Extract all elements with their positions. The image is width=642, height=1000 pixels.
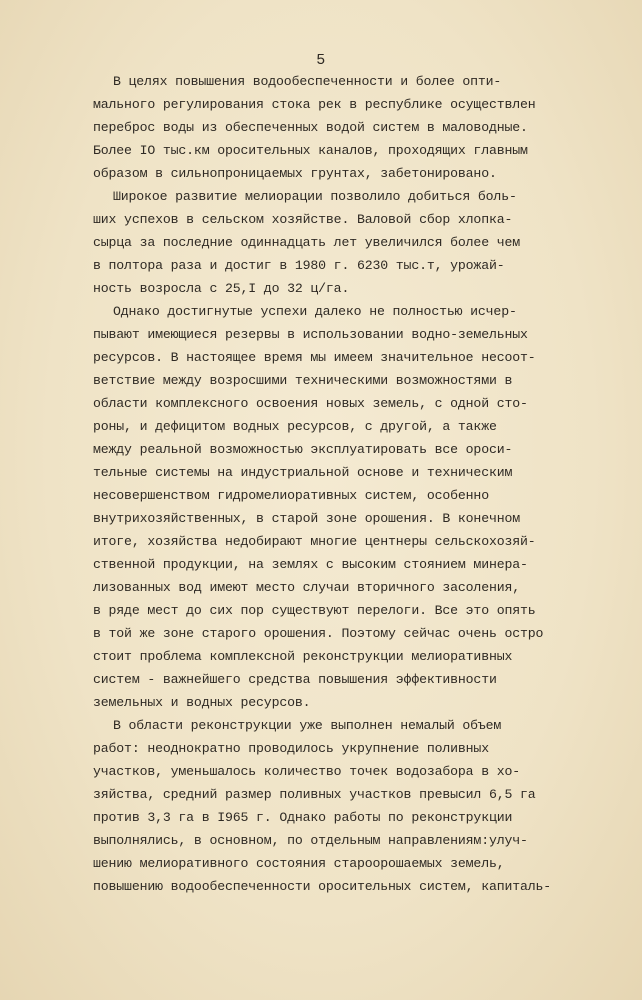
text-line: против 3,3 га в I965 г. Однако работы по реконструкции: [93, 810, 513, 825]
text-line: ственной продукции, на землях с высоким стоянием минера-: [93, 557, 528, 572]
text-line: земельных и водных ресурсов.: [93, 695, 311, 710]
text-line: итоге, хозяйства недобирают многие центнеры сельскохозяй-: [93, 534, 536, 549]
text-line: Широкое развитие мелиорации позволило добиться боль-: [113, 189, 517, 204]
text-line: в ряде мест до сих пор существуют перелоги. Все это опять: [93, 603, 536, 618]
body-text: [93, 70, 563, 898]
text-line: мального регулирования стока рек в республике осуществлен: [93, 97, 536, 112]
text-line: повышению водообеспеченности оросительных систем, капиталь-: [93, 879, 552, 894]
text-line: переброс воды из обеспеченных водой систем в маловодные.: [93, 120, 528, 135]
text-line: Более IO тыс.км оросительных каналов, проходящих главным: [93, 143, 528, 158]
text-line: в полтора раза и достиг в 1980 г. 6230 тыс.т, урожай-: [93, 258, 505, 273]
text-line: роны, и дефицитом водных ресурсов, с другой, а также: [93, 419, 497, 434]
text-line: ресурсов. В настоящее время мы имеем значительное несоот-: [93, 350, 536, 365]
text-line: пывают имеющиеся резервы в использовании водно-земельных: [93, 327, 528, 342]
text-line: шению мелиоративного состояния староорошаемых земель,: [93, 856, 505, 871]
text-line: лизованных вод имеют место случаи вторичного засоления,: [93, 580, 521, 595]
text-line: области комплексного освоения новых земель, с одной сто-: [93, 396, 528, 411]
text-line: между реальной возможностью эксплуатировать все ороси-: [93, 442, 513, 457]
text-line: стоит проблема комплексной реконструкции мелиоративных: [93, 649, 513, 664]
text-line: работ: неоднократно проводилось укрупнение поливных: [93, 741, 489, 756]
text-line: тельные системы на индустриальной основе и техническим: [93, 465, 513, 480]
text-line: В целях повышения водообеспеченности и более опти-: [113, 74, 502, 89]
text-line: несовершенством гидромелиоративных систем, особенно: [93, 488, 489, 503]
text-line: в той же зоне старого орошения. Поэтому сейчас очень остро: [93, 626, 544, 641]
text-line: ветствие между возросшими техническими возможностями в: [93, 373, 513, 388]
text-line: образом в сильнопроницаемых грунтах, забетонировано.: [93, 166, 497, 181]
text-line: Однако достигнутые успехи далеко не полностью исчер-: [113, 304, 517, 319]
text-line: участков, уменьшалось количество точек водозабора в хо-: [93, 764, 521, 779]
text-line: В области реконструкции уже выполнен немалый объем: [113, 718, 502, 733]
page-number: 5: [316, 52, 326, 69]
text-line: сырца за последние одиннадцать лет увеличился более чем: [93, 235, 521, 250]
text-line: зяйства, средний размер поливных участков превысил 6,5 га: [93, 787, 536, 802]
text-line: ность возросла с 25,I до 32 ц/га.: [93, 281, 350, 296]
text-line: ших успехов в сельском хозяйстве. Валовой сбор хлопка-: [93, 212, 513, 227]
text-line: систем - важнейшего средства повышения эффективности: [93, 672, 497, 687]
text-line: выполнялись, в основном, по отдельным направлениям:улуч-: [93, 833, 528, 848]
text-line: внутрихозяйственных, в старой зоне орошения. В конечном: [93, 511, 521, 526]
